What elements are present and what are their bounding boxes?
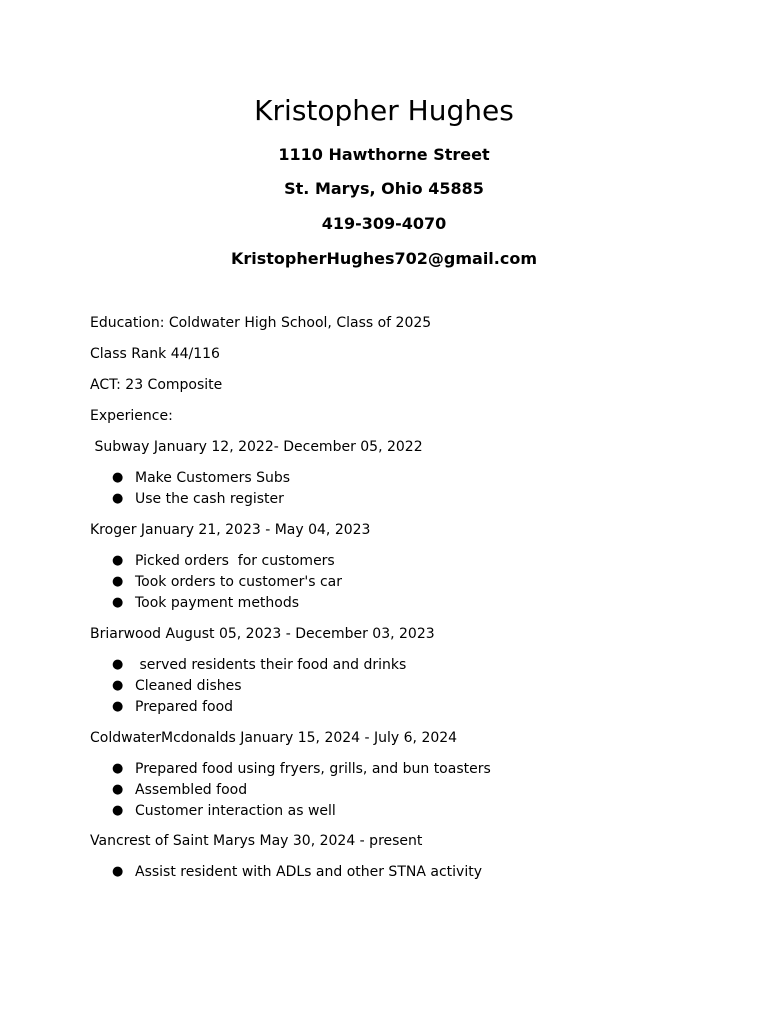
bullet-icon: ● <box>112 657 124 672</box>
list-item <box>90 677 710 698</box>
job-title-briarwood: Briarwood August 05, 2023 - December 03, 2023 <box>90 626 435 642</box>
list-item <box>90 760 710 781</box>
class-rank-line: Class Rank 44/116 <box>90 346 220 362</box>
education-line: Education: Coldwater High School, Class of 2025 <box>90 315 432 331</box>
list-item <box>90 781 710 802</box>
bullet-icon: ● <box>112 553 124 568</box>
duty-text: Took orders to customer's car <box>135 574 342 590</box>
bullet-icon: ● <box>112 803 124 818</box>
duty-text: Took payment methods <box>135 595 300 611</box>
job-duties-briarwood <box>90 656 710 719</box>
job-duties-kroger <box>90 552 710 615</box>
resume-name: Kristopher Hughes <box>254 94 514 127</box>
job-title-mcdonalds: ColdwaterMcdonalds January 15, 2024 - July 6, 2024 <box>90 730 458 746</box>
duty-text: served residents their food and drinks <box>135 657 407 673</box>
bullet-icon: ● <box>112 699 124 714</box>
duty-text: Cleaned dishes <box>135 678 242 694</box>
job-duties-mcdonalds <box>90 760 710 823</box>
job-title-vancrest: Vancrest of Saint Marys May 30, 2024 - present <box>90 833 423 849</box>
duty-text: Assembled food <box>135 782 248 798</box>
bullet-icon: ● <box>112 678 124 693</box>
address-street: 1110 Hawthorne Street <box>278 145 490 164</box>
list-item <box>90 469 710 490</box>
address-city: St. Marys, Ohio 45885 <box>284 179 484 198</box>
act-line: ACT: 23 Composite <box>90 377 223 393</box>
experience-heading: Experience: <box>90 408 173 424</box>
list-item <box>90 594 710 615</box>
duty-text: Picked orders for customers <box>135 553 335 569</box>
list-item <box>90 573 710 594</box>
bullet-icon: ● <box>112 864 124 879</box>
list-item <box>90 863 710 884</box>
bullet-icon: ● <box>112 470 124 485</box>
job-duties-vancrest <box>90 863 710 884</box>
job-title-kroger: Kroger January 21, 2023 - May 04, 2023 <box>90 522 371 538</box>
phone-number: 419-309-4070 <box>321 214 447 233</box>
email-address: KristopherHughes702@gmail.com <box>230 249 538 268</box>
duty-text: Prepared food <box>135 699 234 715</box>
list-item <box>90 552 710 573</box>
job-duties-subway <box>90 469 710 511</box>
duty-text: Customer interaction as well <box>135 803 336 819</box>
duty-text: Assist resident with ADLs and other STNA activity <box>135 864 482 880</box>
bullet-icon: ● <box>112 761 124 776</box>
job-title-subway: Subway January 12, 2022- December 05, 2022 <box>90 439 423 455</box>
bullet-icon: ● <box>112 574 124 589</box>
list-item <box>90 490 710 511</box>
bullet-icon: ● <box>112 782 124 797</box>
duty-text: Use the cash register <box>135 491 284 507</box>
duty-text: Make Customers Subs <box>135 470 291 486</box>
bullet-icon: ● <box>112 595 124 610</box>
list-item <box>90 802 710 823</box>
duty-text: Prepared food using fryers, grills, and bun toasters <box>135 761 491 777</box>
bullet-icon: ● <box>112 491 124 506</box>
list-item <box>90 656 710 677</box>
list-item <box>90 698 710 719</box>
